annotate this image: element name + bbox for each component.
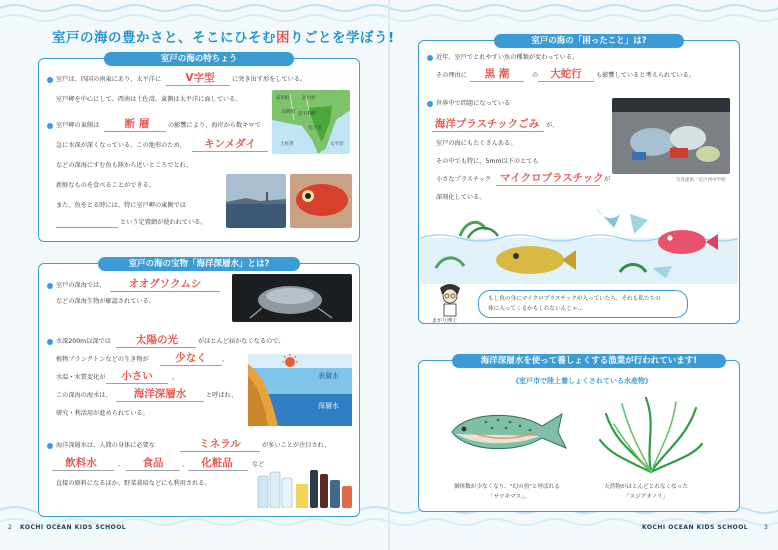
answer-underline	[104, 131, 166, 132]
answer-vshape: V字型	[185, 72, 215, 84]
bullet	[47, 283, 53, 289]
speech-bubble	[478, 290, 688, 318]
footer-brand: KOCHI OCEAN KIDS SCHOOL	[20, 524, 127, 531]
sea-illustration	[420, 208, 738, 284]
bullet	[427, 101, 433, 107]
answer-underline	[470, 81, 524, 82]
main-title: 室戸の海の豊かさと、そこにひそむ困りごとを学ぼう!	[52, 30, 395, 46]
mascot-icon	[436, 282, 464, 318]
aquaculture-subtitle: 《室戸市で陸上養しょくされている水産物》	[512, 377, 652, 385]
bullet	[47, 123, 53, 129]
answer-underline	[106, 383, 168, 384]
answer-dansou: 断 層	[124, 118, 150, 130]
answer-shokuhin: 食品	[142, 457, 164, 469]
footer-brand: KOCHI OCEAN KIDS SCHOOL	[642, 524, 749, 531]
answer-underline	[126, 470, 180, 471]
surface-water-label: 表層水	[318, 372, 339, 380]
aquaculture-heading: 海洋深層水を使って養しょくする漁業が行われています!	[452, 354, 726, 368]
answer-underline	[116, 347, 196, 348]
cape-photo	[226, 174, 286, 228]
answer-daikou: 大蛇行	[550, 68, 582, 80]
mascot-name: まがり博士	[432, 318, 458, 324]
answer-kuroshio: 黒 潮	[484, 68, 510, 80]
satsukimasu-illustration	[446, 402, 570, 462]
sujiaonori-illustration	[596, 394, 706, 474]
answer-underline	[432, 131, 544, 132]
answer-inryousui: 飲料水	[65, 457, 97, 469]
page-number: 2	[8, 524, 12, 531]
answer-shinsousui: 海洋深層水	[133, 388, 187, 400]
answer-chiisai: 小さい	[121, 370, 153, 382]
answer-mineral: ミネラル	[199, 438, 241, 450]
page-spread: 室戸の海の豊かさと、そこにひそむ困りごとを学ぼう! 室戸の海の特ちょう 室戸は、四国の南東にあり、太平洋に V字型 に突き出す形をしている。 室戸岬を中心にして、西南は土佐湾、東側は太平洋に面している。 安田町 北川村 奈半利町 田野町 室戸市 土佐湾 太平洋 室戸岬の東側は 断 層 の影響により、海岸から数キロで 急に水深が深くなっている。この地形のため、 キンメダイ などの深海にすむ魚も陸から近いところでとれ、 新鮮なものを食べることができる。 また、魚をとる時には、特に室戸岬の東側では という定置網が使われている。 室戸の海の宝物「海洋深層水」とは? 室戸の深海では、 オオグソクムシ などの深海生物が確認されている。 水深200m以深では 太陽の光 がほとんど届かなくなるので、 植物プランクトンなどの生き物が 少なく 、 水温・水質変化が 小さい 。 この深海の海水は、 海洋深層水 と呼ばれ、 研究・利活用が進められている。 表層水 深層水 海洋深層水は、人間の身体に必要な ミネラル が多いことが注目され、 飲料水 、 食品 、 化粧品 など 直接の原料になるほか、野菜栽培などにも利用される。 KOCHI OCEAN KIDS SCHOOL 2 室戸の海の「困ったこと」は? 近年、室戸でとれやすい魚の種類が変わっている。 その理由に 黒 潮 の 大蛇行 も影響していると考えられている。 世界中で問題になっている 海洋プラスチックごみ が、 室戸の海にもたくさんある。 その中でも特に、5mm以下のとても 小さなプラスチック マイクロプラスチック が 深刻化している。 写真提供／室戸西中学校 まがり博士 もし魚の身にマイクロプラスチックが入っていたら、それも私たちの 体に入ってくるかもしれないんじゃ… 海洋深層水を使って養しょくする漁業が行われています! 《室戸市で陸上養しょくされている水産物》 個体数が少なくなり、"幻の魚"と呼ばれる 「サツキマス」。 天然物がほとんどとれなくなった 「スジアオノリ」 KOCHI OCEAN KIDS SCHOOL 3	[0, 0, 778, 550]
bullet	[47, 443, 53, 449]
answer-sukunaku: 少なく	[175, 352, 207, 364]
bullet	[427, 55, 433, 61]
answer-underline	[52, 470, 114, 471]
answer-underline	[110, 291, 220, 292]
answer-kinmedai: キンメダイ	[204, 138, 256, 150]
answer-plastic: 海洋プラスチックごみ	[434, 118, 540, 130]
products-photo	[256, 462, 354, 508]
kinmedai-photo	[290, 174, 352, 228]
answer-underline	[160, 365, 222, 366]
answer-underline	[166, 85, 230, 86]
answer-micro: マイクロプラスチック	[500, 172, 604, 184]
page-number: 3	[764, 524, 768, 531]
answer-underline	[116, 401, 204, 402]
bullet	[47, 339, 53, 345]
answer-taiyou: 太陽の光	[136, 334, 178, 346]
page-fold	[388, 0, 390, 550]
trouble-heading: 室戸の海の「困ったこと」は?	[494, 34, 684, 48]
answer-underline	[188, 470, 248, 471]
bullet	[47, 77, 53, 83]
photo-credit: 写真提供／室戸西中学校	[676, 178, 726, 183]
features-heading: 室戸の海の特ちょう	[104, 52, 294, 66]
plastic-trash-photo	[612, 98, 730, 174]
depth-diagram	[248, 354, 352, 426]
ogusoku-photo	[232, 274, 352, 322]
deep-water-label: 深層水	[318, 402, 339, 410]
answer-ogusoku: オオグソクムシ	[128, 278, 202, 290]
answer-blank	[56, 227, 118, 228]
answer-underline	[192, 151, 268, 152]
answer-underline	[538, 81, 594, 82]
answer-underline	[496, 185, 600, 186]
treasure-heading: 室戸の海の宝物「海洋深層水」とは?	[98, 257, 300, 271]
answer-underline	[180, 451, 260, 452]
answer-keshouhin: 化粧品	[201, 457, 233, 469]
